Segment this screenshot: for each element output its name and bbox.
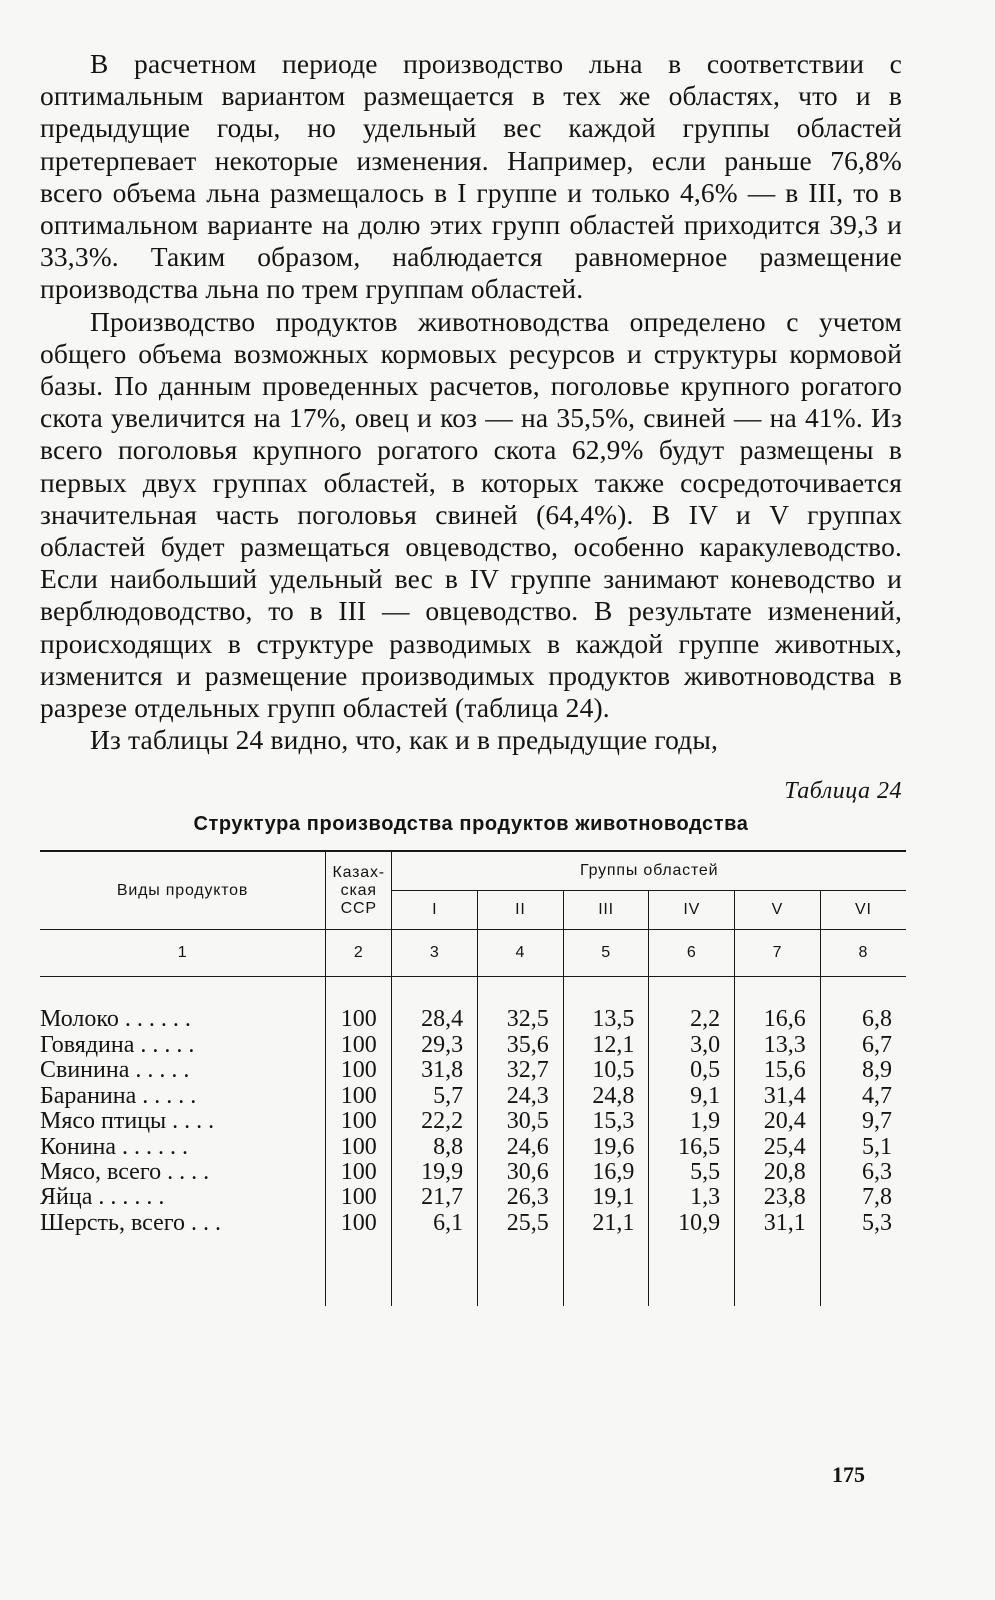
group-value-cell: 6,8 xyxy=(820,1007,906,1032)
group-value-cell: 29,3 xyxy=(392,1033,478,1058)
spacer-cell xyxy=(820,977,906,1008)
group-value-cell: 13,5 xyxy=(563,1007,649,1032)
group-value-cell: 5,3 xyxy=(820,1211,906,1236)
group-value-cell: 3,0 xyxy=(649,1033,735,1058)
column-number-row xyxy=(40,930,906,977)
group-value-cell: 12,1 xyxy=(563,1033,649,1058)
group-value-cell: 19,1 xyxy=(563,1185,649,1210)
table-row xyxy=(40,1109,906,1134)
spacer-cell xyxy=(735,1236,821,1306)
kazakh-ssr-cell: 100 xyxy=(326,1007,392,1032)
group-value-cell: 35,6 xyxy=(478,1033,564,1058)
group-value-cell: 28,4 xyxy=(392,1007,478,1032)
group-value-cell: 15,6 xyxy=(735,1058,821,1083)
book-page xyxy=(40,48,902,1306)
group-value-cell: 23,8 xyxy=(735,1185,821,1210)
group-value-cell: 31,8 xyxy=(392,1058,478,1083)
group-value-cell: 21,1 xyxy=(563,1211,649,1236)
group-value-cell: 19,9 xyxy=(392,1160,478,1185)
kazakh-ssr-cell: 100 xyxy=(326,1109,392,1134)
header-group-iii: III xyxy=(563,891,649,930)
header-product-type: Виды продуктов xyxy=(40,851,326,930)
group-value-cell: 16,5 xyxy=(649,1135,735,1160)
spacer-cell xyxy=(735,977,821,1008)
header-group-ii: II xyxy=(478,891,564,930)
table-row xyxy=(40,1211,906,1236)
header-group-v: V xyxy=(735,891,821,930)
group-value-cell: 31,1 xyxy=(735,1211,821,1236)
kazakh-ssr-cell: 100 xyxy=(326,1160,392,1185)
spacer-cell xyxy=(326,1236,392,1306)
group-value-cell: 8,9 xyxy=(820,1058,906,1083)
group-value-cell: 5,5 xyxy=(649,1160,735,1185)
paragraph-table-intro: Из таблицы 24 видно, что, как и в предыдущие годы, xyxy=(90,724,718,756)
paragraph-livestock: Производство продуктов животноводства определено с учетом общего объема возможных кормовых ресурсов и структуры кормовой базы. По данным проведенных расчетов, поголовье крупного рогатого скота увеличится на 17%, овец и коз — на 35,5%, свиней — на 41%. Из всего поголовья крупного рогатого скота 62,9% будут размещены в первых двух группах областей, в которых также сосредоточивается значительная часть поголовья свиней (64,4%). В IV и V группах областей будет размещаться овцеводство, особенно каракулеводство. Если наибольший удельный вес в IV группе занимают коневодство и верблюдоводство, то в III — овцеводство. В результате изменений, происходящих в структуре разводимых в каждой группе животных, изменится и размещение производимых продуктов животноводства в разрезе отдельных групп областей (таблица 24). xyxy=(40,305,902,724)
table-body xyxy=(40,977,906,1306)
kazakh-ssr-cell: 100 xyxy=(326,1185,392,1210)
group-value-cell: 15,3 xyxy=(563,1109,649,1134)
spacer-cell xyxy=(478,977,564,1008)
header-group-vi: VI xyxy=(820,891,906,930)
group-value-cell: 25,4 xyxy=(735,1135,821,1160)
group-value-cell: 30,6 xyxy=(478,1160,564,1185)
spacer-cell xyxy=(40,977,326,1008)
product-name-cell: Свинина . . . . . xyxy=(40,1058,190,1084)
group-value-cell: 26,3 xyxy=(478,1185,564,1210)
group-value-cell: 24,3 xyxy=(478,1084,564,1109)
group-value-cell: 31,4 xyxy=(735,1084,821,1109)
col-number: 1 xyxy=(40,930,326,977)
product-name-cell: Молоко . . . . . . xyxy=(40,1007,191,1033)
header-group-iv: IV xyxy=(649,891,735,930)
spacer-cell xyxy=(649,977,735,1008)
group-value-cell: 6,7 xyxy=(820,1033,906,1058)
col-number: 2 xyxy=(326,930,392,977)
kazakh-ssr-cell: 100 xyxy=(326,1058,392,1083)
table-title: Структура производства продуктов животноводства xyxy=(193,813,749,836)
livestock-structure-table xyxy=(40,850,906,1306)
spacer-cell xyxy=(40,1236,326,1306)
group-value-cell: 7,8 xyxy=(820,1185,906,1210)
product-name-cell: Конина . . . . . . xyxy=(40,1134,188,1160)
group-value-cell: 22,2 xyxy=(392,1109,478,1134)
group-value-cell: 6,1 xyxy=(392,1211,478,1236)
kazakh-ssr-cell: 100 xyxy=(326,1135,392,1160)
spacer-cell xyxy=(326,977,392,1008)
group-value-cell: 20,8 xyxy=(735,1160,821,1185)
col-number: 8 xyxy=(820,930,906,977)
group-value-cell: 2,2 xyxy=(649,1007,735,1032)
group-value-cell: 30,5 xyxy=(478,1109,564,1134)
product-name-cell: Мясо птицы . . . . xyxy=(40,1109,215,1135)
header-region-groups: Группы областей xyxy=(392,851,906,891)
col-number: 7 xyxy=(735,930,821,977)
group-value-cell: 16,6 xyxy=(735,1007,821,1032)
col-number: 5 xyxy=(563,930,649,977)
spacer-cell xyxy=(563,1236,649,1306)
product-name-cell: Яйца . . . . . . xyxy=(40,1185,165,1211)
product-name-cell: Мясо, всего . . . . xyxy=(40,1159,210,1185)
table-row xyxy=(40,1033,906,1058)
group-value-cell: 4,7 xyxy=(820,1084,906,1109)
header-kazakh-ssr: Казах- ская ССР xyxy=(326,851,392,930)
group-value-cell: 6,3 xyxy=(820,1160,906,1185)
spacer-cell xyxy=(478,1236,564,1306)
table-row xyxy=(40,1160,906,1185)
paragraph-flax: В расчетном периоде производство льна в соответствии с оптимальным вариантом размещается в тех же областях, что и в предыдущие годы, но удельный вес каждой группы областей претерпевает некоторые изменения. Например, если раньше 76,8% всего объема льна размещалось в I группе и только 4,6% — в III, то в оптимальном варианте на долю этих групп областей приходится 39,3 и 33,3%. Таким образом, наблюдается равномерное размещение производства льна по трем группам областей. xyxy=(40,48,902,305)
group-value-cell: 1,3 xyxy=(649,1185,735,1210)
page-number: 175 xyxy=(832,1462,865,1487)
kazakh-ssr-cell: 100 xyxy=(326,1033,392,1058)
table-row xyxy=(40,1058,906,1083)
header-group-i: I xyxy=(392,891,478,930)
group-value-cell: 9,1 xyxy=(649,1084,735,1109)
table-spacer-row xyxy=(40,977,906,1008)
kazakh-ssr-cell: 100 xyxy=(326,1211,392,1236)
group-value-cell: 32,7 xyxy=(478,1058,564,1083)
group-value-cell: 32,5 xyxy=(478,1007,564,1032)
product-name-cell: Баранина . . . . . xyxy=(40,1083,197,1109)
table-row xyxy=(40,1135,906,1160)
col-number: 6 xyxy=(649,930,735,977)
spacer-cell xyxy=(392,977,478,1008)
group-value-cell: 5,1 xyxy=(820,1135,906,1160)
group-value-cell: 9,7 xyxy=(820,1109,906,1134)
group-value-cell: 10,5 xyxy=(563,1058,649,1083)
group-value-cell: 24,6 xyxy=(478,1135,564,1160)
col-number: 4 xyxy=(478,930,564,977)
group-value-cell: 10,9 xyxy=(649,1211,735,1236)
table-row xyxy=(40,1084,906,1109)
group-value-cell: 0,5 xyxy=(649,1058,735,1083)
group-value-cell: 1,9 xyxy=(649,1109,735,1134)
group-value-cell: 19,6 xyxy=(563,1135,649,1160)
product-name-cell: Говядина . . . . . xyxy=(40,1032,195,1058)
group-value-cell: 21,7 xyxy=(392,1185,478,1210)
kazakh-ssr-cell: 100 xyxy=(326,1084,392,1109)
table-row xyxy=(40,1007,906,1032)
spacer-cell xyxy=(820,1236,906,1306)
group-value-cell: 8,8 xyxy=(392,1135,478,1160)
product-name-cell: Шерсть, всего . . . xyxy=(40,1210,221,1236)
spacer-cell xyxy=(649,1236,735,1306)
group-value-cell: 24,8 xyxy=(563,1084,649,1109)
group-value-cell: 16,9 xyxy=(563,1160,649,1185)
group-value-cell: 20,4 xyxy=(735,1109,821,1134)
table-row xyxy=(40,1185,906,1210)
table-label: Таблица 24 xyxy=(784,778,902,805)
group-value-cell: 25,5 xyxy=(478,1211,564,1236)
group-value-cell: 5,7 xyxy=(392,1084,478,1109)
group-value-cell: 13,3 xyxy=(735,1033,821,1058)
table-tail-row xyxy=(40,1236,906,1306)
spacer-cell xyxy=(563,977,649,1008)
col-number: 3 xyxy=(392,930,478,977)
spacer-cell xyxy=(392,1236,478,1306)
